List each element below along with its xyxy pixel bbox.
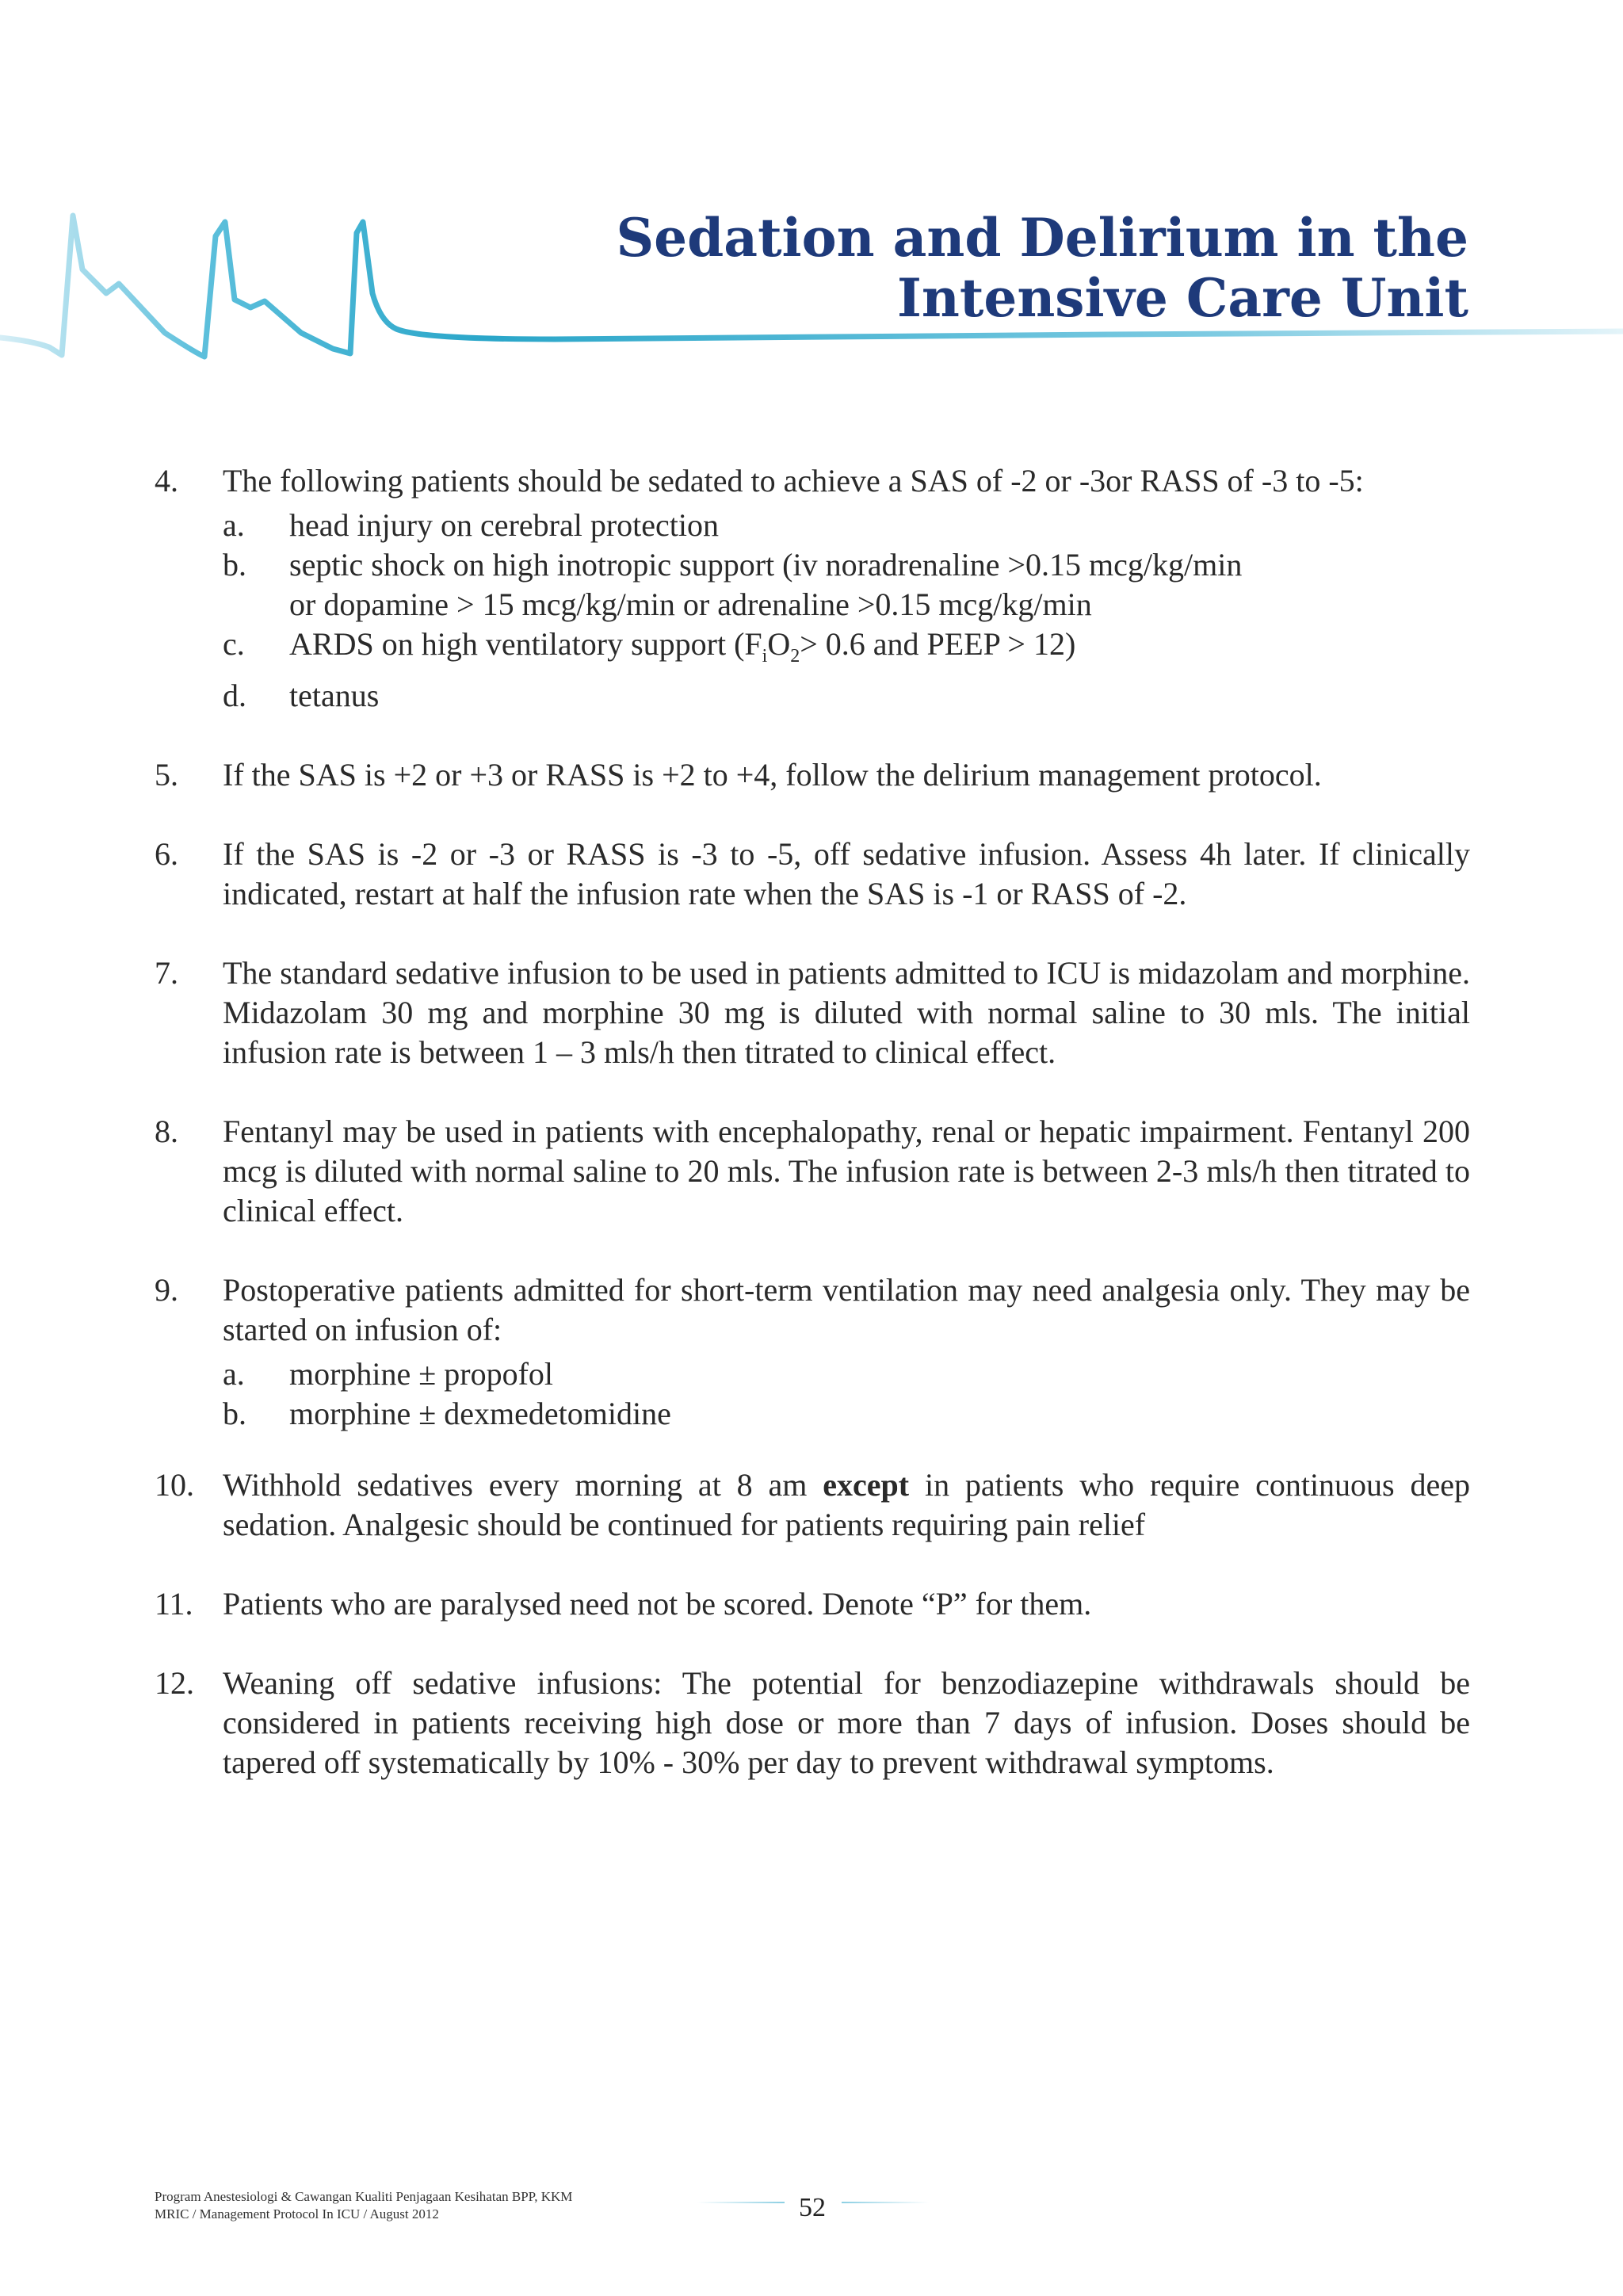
item-text: The following patients should be sedated to achieve a SAS of -2 or -3or RASS of -3 to -5: (223, 463, 1364, 499)
list-item (155, 1112, 1470, 1231)
sub-letter: c. (223, 626, 245, 662)
list-item (155, 835, 1470, 914)
item-number: 12. (155, 1665, 194, 1701)
sub-letter: b. (223, 547, 246, 583)
footer-credits (155, 2188, 572, 2223)
item-number: 7. (155, 955, 178, 991)
item-text: Postoperative patients admitted for short-term ventilation may need analgesia only. They may be started on infusion of: (223, 1272, 1470, 1347)
item-text: Weaning off sedative infusions: The potential for benzodiazepine withdrawals should be considered in patients receiving high dose or more than 7 days of infusion. Doses should be tapered off systematically by 10% - 30% per day to prevent withdrawal symptoms. (223, 1665, 1470, 1780)
protocol-list (155, 461, 1470, 1822)
list-item (155, 953, 1470, 1072)
item-number: 9. (155, 1272, 178, 1308)
item-number: 5. (155, 757, 178, 793)
sub-text: tetanus (289, 678, 380, 713)
footer-line-1: Program Anestesiologi & Cawangan Kualiti Penjagaan Kesihatan BPP, KKM (155, 2189, 573, 2204)
list-item (155, 1270, 1470, 1434)
list-item (155, 461, 1470, 716)
item-number: 11. (155, 1586, 193, 1622)
sub-item (223, 1354, 1470, 1394)
item-text: The standard sedative infusion to be used in patients admitted to ICU is midazolam and morphine. Midazolam 30 mg and morphine 30 mg is diluted with normal saline to 30 mls. The initial infusion rate is between 1 – 3 mls/h then titrated to clinical effect. (223, 955, 1470, 1070)
sub-item (223, 676, 1470, 716)
item-text: Withhold sedatives every morning at 8 am except in patients who require continuous deep sedation. Analgesic should be continued for patients requiring pain relief (223, 1467, 1470, 1542)
item-number: 10. (155, 1467, 194, 1503)
sub-item (223, 1394, 1470, 1434)
sub-text-line: septic shock on high inotropic support (iv noradrenaline >0.15 mcg/kg/min (289, 547, 1243, 583)
sub-item (223, 506, 1470, 545)
sub-letter: d. (223, 678, 246, 713)
sub-item (223, 545, 1470, 625)
sub-letter: a. (223, 507, 245, 543)
list-item (155, 1584, 1470, 1624)
item-number: 6. (155, 836, 178, 872)
sub-text-line: or dopamine > 15 mcg/kg/min or adrenaline >0.15 mcg/kg/min (289, 586, 1092, 622)
item-text: If the SAS is +2 or +3 or RASS is +2 to +4, follow the delirium management protocol. (223, 757, 1322, 793)
sub-text: head injury on cerebral protection (289, 507, 719, 543)
emphasis-text: except (823, 1467, 910, 1503)
title-line-1: Sedation and Delirium in the (616, 207, 1468, 269)
item-text: If the SAS is -2 or -3 or RASS is -3 to -5, off sedative infusion. Assess 4h later. If clinically indicated, restart at half the infusion rate when the SAS is -1 or RASS of -2. (223, 836, 1470, 911)
sub-letter: b. (223, 1396, 246, 1431)
item-number: 4. (155, 463, 178, 499)
item-text: Patients who are paralysed need not be scored. Denote “P” for them. (223, 1586, 1092, 1622)
sub-list (223, 1354, 1470, 1434)
list-item (155, 755, 1470, 795)
sub-text: morphine ± dexmedetomidine (289, 1396, 671, 1431)
item-number: 8. (155, 1114, 178, 1149)
list-item (155, 1664, 1470, 1782)
sub-text: morphine ± propofol (289, 1356, 554, 1392)
page-number: 52 (799, 2193, 826, 2222)
sub-letter: a. (223, 1356, 245, 1392)
item-text: Fentanyl may be used in patients with encephalopathy, renal or hepatic impairment. Fentanyl 200 mcg is diluted with normal saline to 20 mls. The infusion rate is between 2-3 mls/h then titrated to clinical effect. (223, 1114, 1470, 1228)
footer-divider-right (842, 2202, 929, 2203)
footer-line-2: MRIC / Management Protocol In ICU / August 2012 (155, 2206, 439, 2222)
footer-divider-left (697, 2202, 785, 2203)
sub-list (223, 506, 1470, 716)
sub-item (223, 625, 1470, 676)
list-item (155, 1465, 1470, 1545)
page-title (617, 208, 1469, 328)
title-line-2: Intensive Care Unit (896, 267, 1468, 329)
sub-text: ARDS on high ventilatory support ($F_iO_2> 0.6$ and PEEP > 12) (289, 626, 1076, 667)
